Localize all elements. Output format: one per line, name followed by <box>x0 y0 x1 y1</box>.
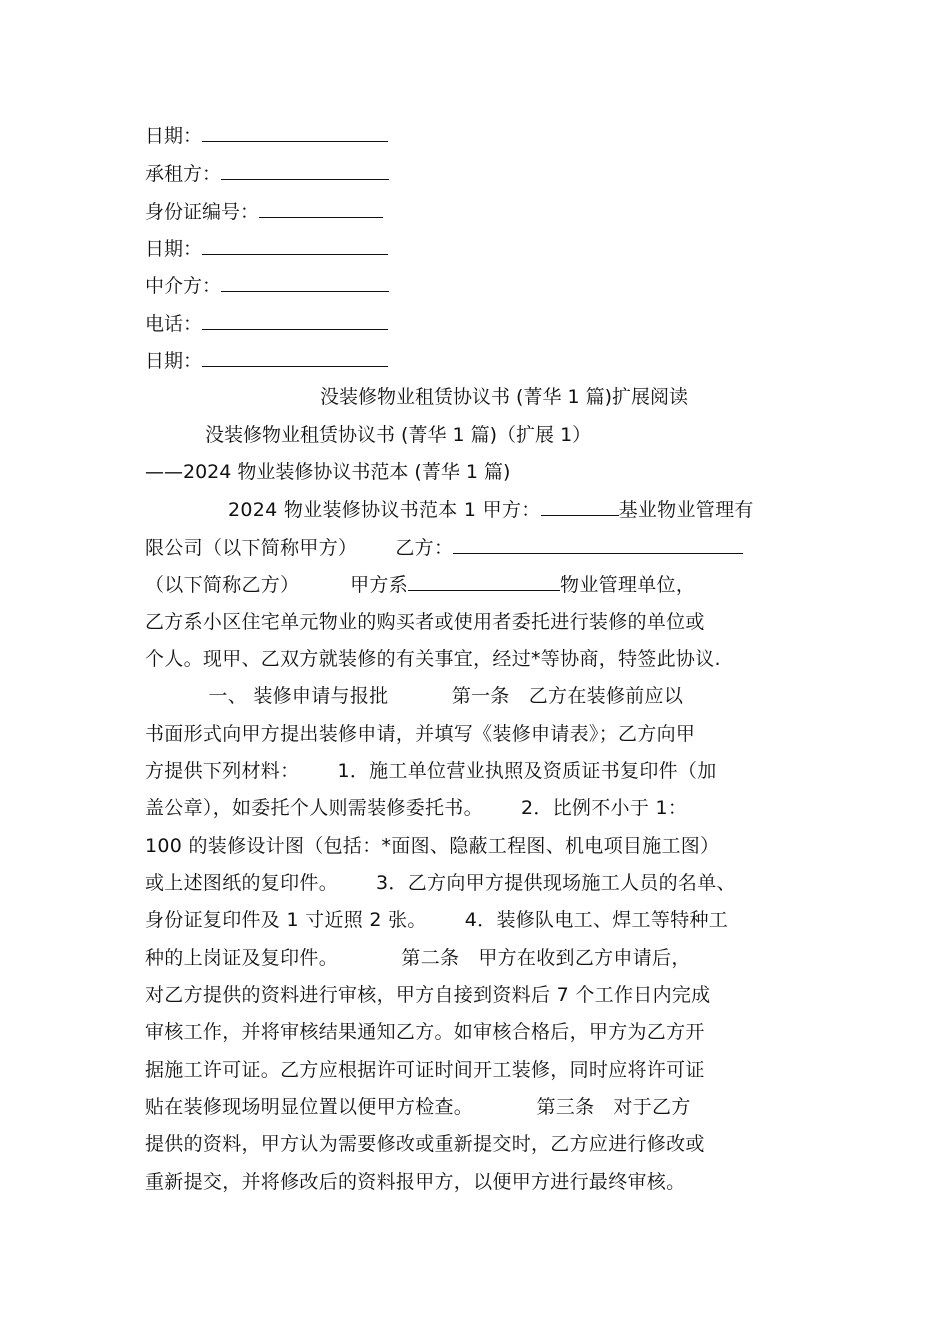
body-line-18: 提供的资料，甲方认为需要修改或重新提交时，乙方应进行修改或 <box>145 1133 705 1155</box>
sample-agreement-heading: ——2024 物业装修协议书范本 (菁华 1 篇) <box>145 461 511 483</box>
blank-line <box>202 236 388 255</box>
text: （以下简称乙方） 甲方系 <box>145 574 409 596</box>
tenant-field <box>145 161 389 186</box>
blank-line <box>202 123 388 142</box>
text: 限公司（以下简称甲方） 乙方： <box>145 537 454 559</box>
body-line-11: 或上述图纸的复印件。 3．乙方向甲方提供现场施工人员的名单、 <box>145 872 736 894</box>
body-line-12: 身份证复印件及 1 寸近照 2 张。 4．装修队电工、焊工等特种工 <box>145 909 729 931</box>
agent-field <box>145 273 389 298</box>
field-label: 日期： <box>145 350 203 372</box>
date-field-2 <box>145 236 388 261</box>
field-label: 日期： <box>145 238 203 260</box>
blank-line <box>453 535 743 554</box>
body-line-15: 审核工作，并将审核结果通知乙方。如审核合格后，甲方为乙方开 <box>145 1021 705 1043</box>
blank-line <box>221 273 389 292</box>
body-line-17: 贴在装修现场明显位置以便甲方检查。 第三条 对于乙方 <box>145 1096 691 1118</box>
extended-reading-title: 没装修物业租赁协议书 (菁华 1 篇)扩展阅读 <box>320 386 689 408</box>
body-line-16: 据施工许可证。乙方应根据许可证时间开工装修，同时应将许可证 <box>145 1059 705 1081</box>
id-number-field <box>145 199 383 224</box>
text: 2024 物业装修协议书范本 1 甲方： <box>228 499 541 521</box>
blank-line <box>221 161 389 180</box>
blank-line <box>408 572 560 591</box>
body-line-8: 方提供下列材料： 1．施工单位营业执照及资质证书复印件（加 <box>145 760 717 782</box>
body-line-10: 100 的装修设计图（包括：*面图、隐蔽工程图、机电项目施工图） <box>145 835 720 857</box>
field-label: 电话： <box>145 313 203 335</box>
text: 物业管理单位， <box>560 574 696 596</box>
blank-line <box>259 199 383 218</box>
body-line-5: 个人。现甲、乙双方就装修的有关事宜，经过*等协商，特签此协议. <box>145 648 721 670</box>
extension-subtitle: 没装修物业租赁协议书 (菁华 1 篇)（扩展 1） <box>205 424 592 446</box>
field-label: 身份证编号： <box>145 201 260 223</box>
body-line-2 <box>145 535 743 560</box>
blank-line <box>541 497 619 516</box>
body-line-14: 对乙方提供的资料进行审核，甲方自接到资料后 7 个工作日内完成 <box>145 984 711 1006</box>
text: 基业物业管理有 <box>618 499 754 521</box>
blank-line <box>202 311 388 330</box>
body-line-6: 一、 装修申请与报批 第一条 乙方在装修前应以 <box>145 685 684 707</box>
field-label: 中介方： <box>145 275 222 297</box>
date-field-1 <box>145 123 388 148</box>
field-label: 承租方： <box>145 163 222 185</box>
phone-field <box>145 311 388 336</box>
body-line-1 <box>228 497 754 522</box>
body-line-7: 书面形式向甲方提出装修申请，并填写《装修申请表》；乙方向甲 <box>145 723 696 745</box>
body-line-13: 种的上岗证及复印件。 第二条 甲方在收到乙方申请后， <box>145 947 691 969</box>
body-line-3 <box>145 572 695 597</box>
body-line-9: 盖公章），如委托个人则需装修委托书。 2．比例不小于 1： <box>145 797 688 819</box>
body-line-19: 重新提交，并将修改后的资料报甲方，以便甲方进行最终审核。 <box>145 1171 686 1193</box>
body-line-4: 乙方系小区住宅单元物业的购买者或使用者委托进行装修的单位或 <box>145 611 705 633</box>
field-label: 日期： <box>145 125 203 147</box>
date-field-3 <box>145 348 388 373</box>
blank-line <box>202 348 388 367</box>
